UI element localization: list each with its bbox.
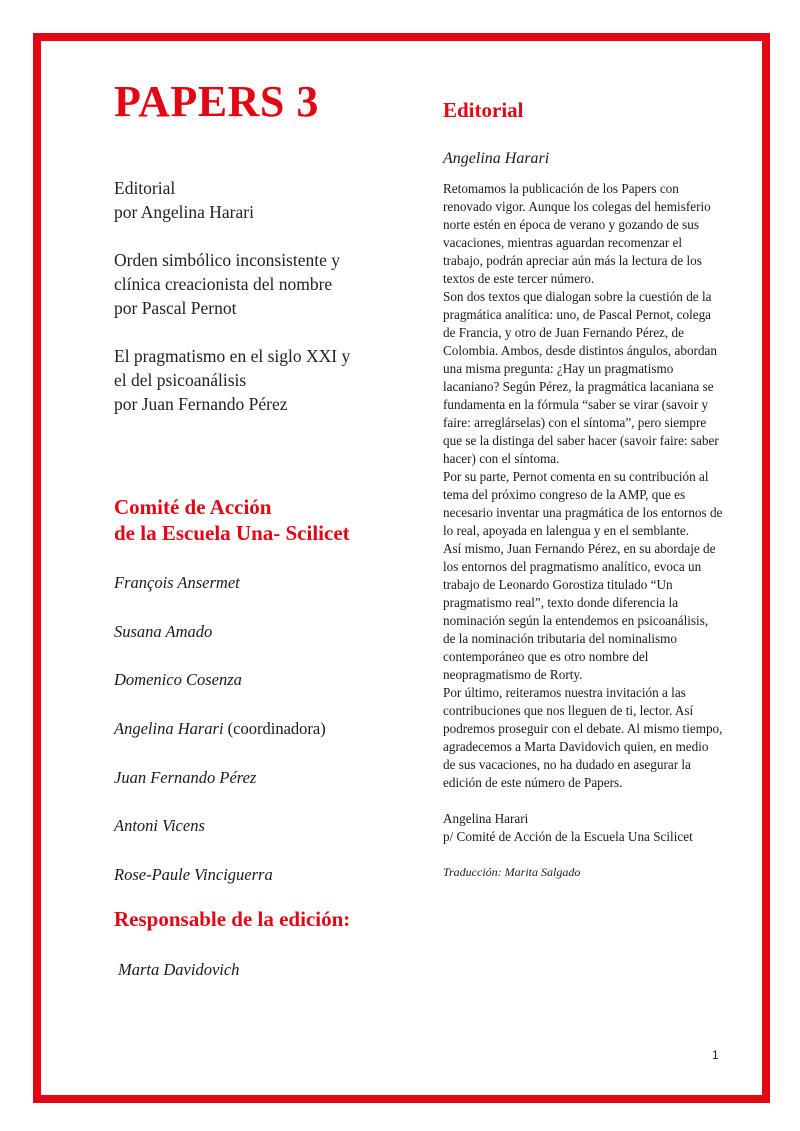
committee-member (114, 814, 414, 863)
responsable-heading: Responsable de la edición: (114, 907, 351, 931)
committee-member (114, 717, 414, 766)
toc-line: Orden simbólico inconsistente y (114, 250, 341, 270)
signature-name: Angelina Harari (443, 811, 529, 826)
committee-member (114, 668, 414, 717)
member-name: Rose-Paule Vinciguerra (114, 865, 273, 885)
committee-heading-line: de la Escuela Una- Scilicet (114, 521, 350, 545)
editorial-heading: Editorial (443, 98, 524, 122)
toc-entry (114, 176, 404, 224)
signature-affiliation: p/ Comité de Acción de la Escuela Una Scilicet (443, 829, 693, 844)
editorial-paragraph: Retomamos la publicación de los Papers con renovado vigor. Aunque los colegas del hemisferio norte estén en época de verano y gozando de sus vacaciones, mientras aguardan recomenzar el trabajo, podrán apreciar aún más la lectura de los textos de este tercer número. (443, 181, 711, 286)
toc-entry (114, 248, 404, 320)
editorial-paragraph: Por su parte, Pernot comenta en su contribución al tema del próximo congreso de la AMP, que es necesario inventar una pragmática de los entornos de lo real, apoyada en lalengua y en el semblante. (443, 469, 723, 538)
toc-line: por Juan Fernando Pérez (114, 394, 288, 414)
committee-member (114, 620, 414, 669)
committee-heading-line: Comité de Acción (114, 495, 272, 519)
toc-entry (114, 344, 404, 416)
member-name: François Ansermet (114, 573, 240, 592)
editorial-paragraph: Son dos textos que dialogan sobre la cuestión de la pragmática analítica: uno, de Pascal Pernot, colega de Francia, y otro de Juan Fernando Pérez, de Colombia. Ambos, desde distintos ángulos, abordan una misma pregunta: ¿Hay un pragmatismo lacaniano? Según Pérez, la pragmática lacaniana se fundamenta en la fórmula “saber se virar (savoir y faire: arreglárselas) con el síntoma”, pero siempre que se la distinga del saber hacer (savoir faire: saber hacer) con el síntoma. (443, 289, 719, 466)
committee-member (114, 863, 414, 912)
editorial-paragraph: Por último, reiteramos nuestra invitación a las contribuciones que nos lleguen de ti, lector. Así podremos proseguir con el debate. Al mismo tiempo, agradecemos a Marta Davidovich quien, en medio de sus vacaciones, no ha dudado en asegurar la edición de este número de Papers. (443, 685, 723, 790)
toc-line: por Angelina Harari (114, 202, 254, 222)
member-name: Angelina Harari (114, 719, 224, 739)
committee-member (114, 766, 414, 815)
translation-credit: Traducción: Marita Salgado (443, 865, 581, 879)
member-role: (coordinadora) (223, 719, 326, 739)
editorial-body (443, 180, 723, 792)
toc-line: el del psicoanálisis (114, 370, 247, 390)
left-column (114, 76, 404, 440)
toc-line: El pragmatismo en el siglo XXI y (114, 346, 351, 366)
member-name: Antoni Vicens (114, 816, 205, 836)
member-name: Susana Amado (114, 621, 213, 641)
responsable-name: Marta Davidovich (118, 960, 240, 979)
table-of-contents (114, 176, 404, 416)
main-title: PAPERS 3 (114, 77, 319, 126)
editorial-column (443, 96, 723, 880)
committee-member (114, 571, 414, 620)
editorial-author: Angelina Harari (443, 150, 550, 167)
member-name: Domenico Cosenza (114, 670, 242, 690)
committee-member-list (114, 571, 414, 912)
editorial-signature (443, 810, 723, 846)
toc-line: por Pascal Pernot (114, 298, 237, 318)
page-number: 1 (712, 1048, 719, 1062)
committee-heading (114, 494, 424, 546)
editorial-paragraph: Así mismo, Juan Fernando Pérez, en su abordaje de los entornos del pragmatismo analítico, evoca un trabajo de Leonardo Gorostiza titulado “Un pragmatismo real”, texto donde diferencia la nominación según la entendemos en psicoanálisis, de la nominación tributaria del nominalismo contemporáneo que es otro nombre del neopragmatismo de Rorty. (443, 541, 716, 682)
toc-line: Editorial (114, 178, 176, 198)
member-name: Juan Fernando Pérez (114, 767, 257, 787)
toc-line: clínica creacionista del nombre (114, 274, 333, 294)
